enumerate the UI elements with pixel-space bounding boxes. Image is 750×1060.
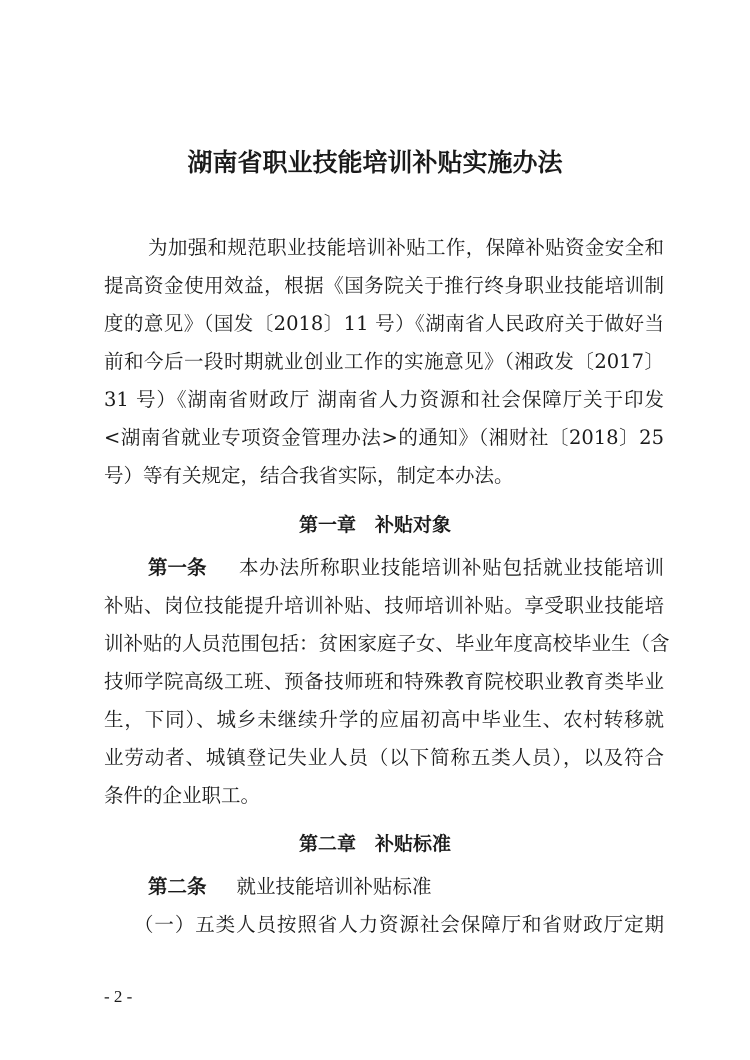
intro-line-4: 前和今后一段时期就业创业工作的实施意见》（湘政发〔2017〕 [104, 350, 664, 373]
article-1-first-line [148, 555, 664, 581]
article-1-line-1: 本办法所称职业技能培训补贴包括就业技能培训 [239, 556, 664, 579]
chapter-1-heading: 第一章 补贴对象 [298, 514, 451, 536]
article-2-label: 第二条 [148, 875, 207, 898]
intro-line-6: <湖南省就业专项资金管理办法>的通知》（湘财社〔2018〕25 [104, 426, 664, 449]
article-1-line-3: 训补贴的人员范围包括：贫困家庭子女、毕业年度高校毕业生（含 [104, 632, 670, 655]
intro-line-7: 号）等有关规定，结合我省实际，制定本办法。 [104, 464, 514, 487]
article-1-line-7: 条件的企业职工。 [104, 784, 261, 807]
chapter-2-heading: 第二章 补贴标准 [298, 833, 451, 855]
article-1-line-4: 技师学院高级工班、预备技师班和特殊教育院校职业教育类毕业 [104, 670, 664, 693]
article-2-item-1: （一）五类人员按照省人力资源社会保障厅和省财政厅定期 [134, 913, 664, 936]
article-1-line-5: 生，下同）、城乡未继续升学的应届初高中毕业生、农村转移就 [104, 708, 664, 731]
article-1-line-2: 补贴、岗位技能提升培训补贴、技师培训补贴。享受职业技能培 [104, 594, 664, 617]
intro-line-5: 31 号）《湖南省财政厅 湖南省人力资源和社会保障厅关于印发 [104, 388, 664, 411]
article-2-heading-line [148, 874, 664, 900]
intro-line-2: 提高资金使用效益，根据《国务院关于推行终身职业技能培训制 [104, 274, 664, 297]
intro-line-3: 度的意见》（国发〔2018〕11 号）《湖南省人民政府关于做好当 [104, 312, 664, 335]
article-1-line-6: 业劳动者、城镇登记失业人员（以下简称五类人员），以及符合 [104, 746, 664, 769]
page-number: - 2 - [104, 987, 133, 1006]
article-1-label: 第一条 [148, 556, 207, 579]
intro-line-1: 为加强和规范职业技能培训补贴工作，保障补贴资金安全和 [148, 236, 664, 259]
document-title: 湖南省职业技能培训补贴实施办法 [187, 148, 563, 177]
article-2-title: 就业技能培训补贴标准 [236, 875, 432, 898]
